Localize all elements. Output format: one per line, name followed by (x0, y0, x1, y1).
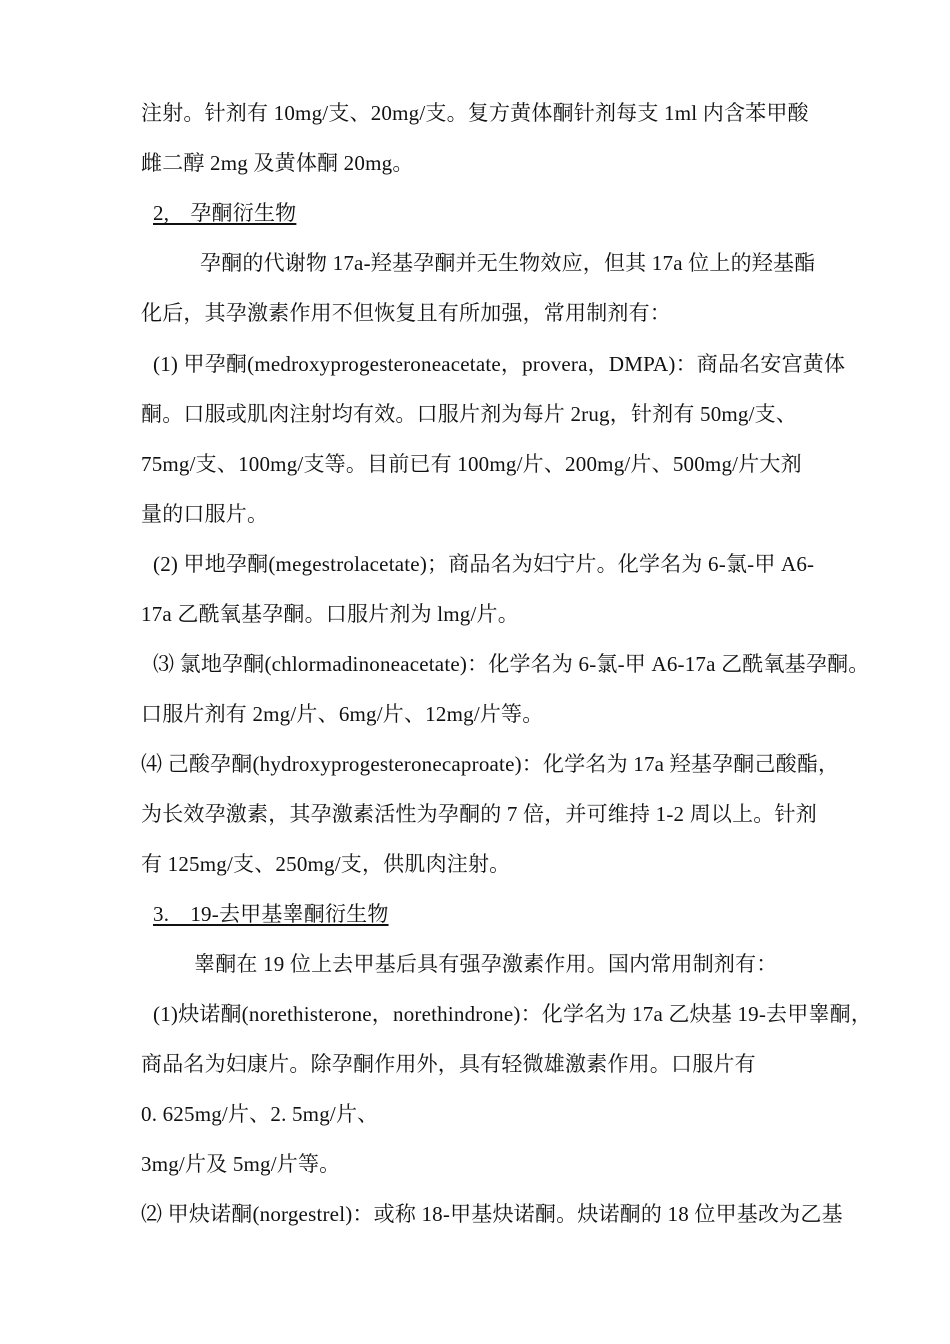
text-line: 量的口服片。 (141, 502, 269, 526)
text-line: 0. 625mg/片、2. 5mg/片、 (141, 1102, 379, 1126)
text-line: 有 125mg/支、250mg/支，供肌肉注射。 (141, 852, 511, 876)
text-line: 化后，其孕激素作用不但恢复且有所加强，常用制剂有： (141, 301, 671, 325)
list-item-line: (1)炔诺酮(norethisterone，norethindrone)：化学名为 17a 乙炔基 19-去甲睾酮， (153, 1002, 873, 1026)
text-line: 酮。口服或肌肉注射均有效。口服片剂为每片 2rug，针剂有 50mg/支、 (141, 402, 798, 426)
text-line: 注射。针剂有 10mg/支、20mg/支。复方黄体酮针剂每支 1ml 内含苯甲酸 (141, 101, 809, 125)
paragraph-first-line: 睾酮在 19 位上去甲基后具有强孕激素作用。国内常用制剂有： (194, 952, 778, 976)
text-line: 为长效孕激素，其孕激素活性为孕酮的 7 倍，并可维持 1-2 周以上。针剂 (141, 802, 817, 826)
list-item-line: ⑵ 甲炔诺酮(norgestrel)：或称 18-甲基炔诺酮。炔诺酮的 18 位甲基改为乙基 (141, 1202, 843, 1226)
list-item-line: ⑷ 己酸孕酮(hydroxyprogesteronecaproate)：化学名为 17a 羟基孕酮己酸酯， (141, 752, 840, 776)
section-heading: 3. 19-去甲基睾酮衍生物 (153, 902, 389, 926)
section-heading: 2, 孕酮衍生物 (153, 201, 297, 225)
paragraph-first-line: 孕酮的代谢物 17a-羟基孕酮并无生物效应，但其 17a 位上的羟基酯 (200, 251, 816, 275)
list-item-line: ⑶ 氯地孕酮(chlormadinoneacetate)：化学名为 6-氯-甲 A6-17a 乙酰氧基孕酮。 (153, 652, 870, 676)
text-line: 口服片剂有 2mg/片、6mg/片、12mg/片等。 (141, 702, 544, 726)
text-line: 17a 乙酰氧基孕酮。口服片剂为 lmg/片。 (141, 602, 519, 626)
text-line: 雌二醇 2mg 及黄体酮 20mg。 (141, 151, 414, 175)
list-item-line: (1) 甲孕酮(medroxyprogesteroneacetate，provera，DMPA)：商品名安宫黄体 (153, 352, 846, 376)
list-item-line: (2) 甲地孕酮(megestrolacetate)；商品名为妇宁片。化学名为 6-氯-甲 A6- (153, 552, 815, 576)
text-line: 75mg/支、100mg/支等。目前已有 100mg/片、200mg/片、500mg/片大剂 (141, 452, 802, 476)
text-line: 3mg/片及 5mg/片等。 (141, 1152, 341, 1176)
text-line: 商品名为妇康片。除孕酮作用外，具有轻微雄激素作用。口服片有 (141, 1052, 756, 1076)
